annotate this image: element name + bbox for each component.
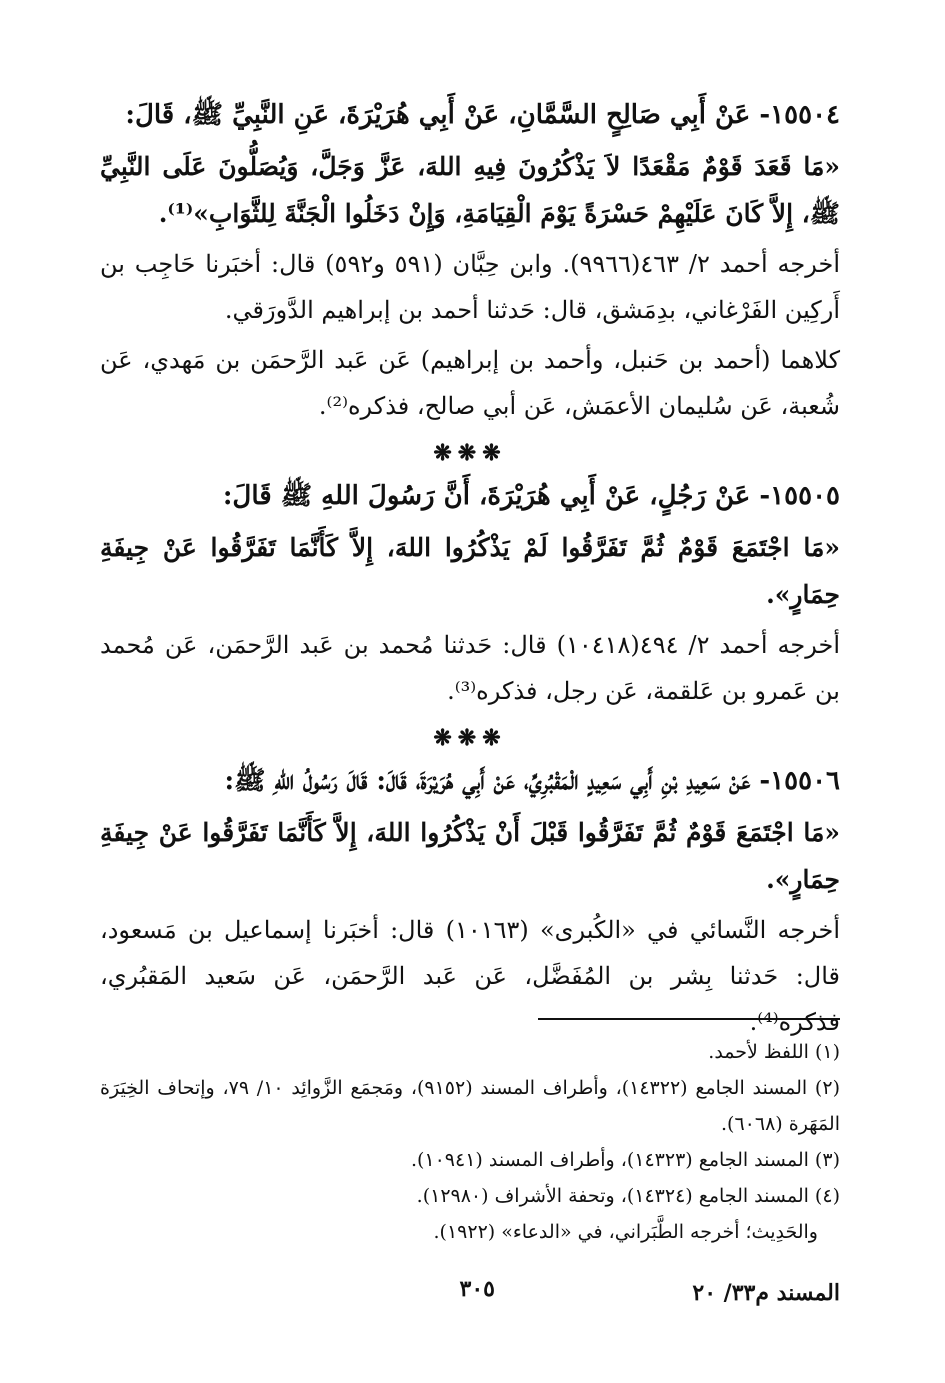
section-separator: ❋❋❋ xyxy=(433,725,507,751)
page-number: ٣٠٥ xyxy=(459,1276,495,1302)
hadith-15505-matn: «مَا اجْتَمَعَ قَوْمٌ ثُمَّ تَفَرَّقُوا لَمْ يَذْكُرُوا اللهَ، إِلاَّ كَأَنَّمَا تَفَرَّقُوا عَنْ جِيفَةِ حِمَارٍ». xyxy=(100,533,840,609)
hadith-15504-matn: «مَا قَعَدَ قَوْمٌ مَقْعَدًا لاَ يَذْكُرُونَ فِيهِ اللهَ، عَزَّ وَجَلَّ، وَيُصَلُّونَ عَلَى النَّبِيِّ ﷺ، إِلاَّ كَانَ عَلَيْهِمْ حَسْرَةً يَوْمَ الْقِيَامَةِ، وَإِنْ دَخَلُوا الْجَنَّةَ لِلثَّوَابِ»⁽¹⁾. xyxy=(100,152,840,228)
hadith-15505-header: ١٥٥٠٥- عَنْ رَجُلٍ، عَنْ أَبِي هُرَيْرَةَ، أَنَّ رَسُولَ اللهِ ﷺ قَالَ: xyxy=(222,481,840,511)
main-text xyxy=(100,92,840,1049)
volume-signature: المسند م٣٣/ ٢٠ xyxy=(692,1280,840,1306)
hadith-15506-header: ١٥٥٠٦- عَنْ سَعِيدِ بْنِ أَبِي سَعِيدٍ الْمَقْبُرِيِّ، عَنْ أَبِي هُرَيْرَةَ، قَالَ: قَالَ رَسُولُ اللهِ ﷺ: xyxy=(224,766,840,796)
footnotes xyxy=(100,1034,840,1250)
footnote-2: (٢) المسند الجامع (١٤٣٢٢)، وأطراف المسند (٩١٥٢)، ومَجمَع الزَّوائِد ١٠/ ٧٩، وإتحاف الخِيَرَة المَهَرة (٦٠٦٨). xyxy=(100,1077,840,1135)
footnote-4-continuation: والحَدِيث؛ أخرجه الطَّبَراني، في «الدعاء» (١٩٢٢). xyxy=(433,1221,818,1243)
hadith-15504-takhrij-1: أخرجه أحمد ٢/ ٤٦٣(٩٩٦٦). وابن حِبَّان (٥٩١ و٥٩٢) قال: أخبَرنا حَاجِب بن أَركِين الفَرْغاني، بدِمَشق، قال: حَدثنا أحمد بن إبراهيم الدَّورَقي. xyxy=(100,250,841,324)
hadith-15506-takhrij-1: أخرجه النَّسائي في «الكُبرى» (١٠١٦٣) قال: أخبَرنا إسماعيل بن مَسعود، قال: حَدثنا بِشر بن المُفَضَّل، عَن عَبد الرَّحمَن، عَن سَعيد المَقبُري، فذكره⁽⁴⁾. xyxy=(100,916,840,1036)
footnote-4: (٤) المسند الجامع (١٤٣٢٤)، وتحفة الأشراف (١٢٩٨٠). xyxy=(416,1185,840,1207)
footnote-3: (٣) المسند الجامع (١٤٣٢٣)، وأطراف المسند (١٠٩٤١). xyxy=(410,1149,840,1171)
hadith-15504-header: ١٥٥٠٤- عَنْ أَبِي صَالِحٍ السَّمَّانِ، عَنْ أَبِي هُرَيْرَةَ، عَنِ النَّبِيِّ ﷺ، قَالَ: xyxy=(125,100,840,130)
hadith-15505-takhrij-1: أخرجه أحمد ٢/ ٤٩٤(١٠٤١٨) قال: حَدثنا مُحمد بن عَبد الرَّحمَن، عَن مُحمد بن عَمرو بن عَلقمة، عَن رجل، فذكره⁽³⁾. xyxy=(100,631,841,705)
section-separator: ❋❋❋ xyxy=(433,440,507,466)
footnote-divider xyxy=(538,1018,840,1020)
hadith-15504-takhrij-2: كلاهما (أحمد بن حَنبل، وأحمد بن إبراهيم) عَن عَبد الرَّحمَن بن مَهدي، عَن شُعبة، عَن سُليمان الأعمَش، عَن أبي صالح، فذكره⁽²⁾. xyxy=(100,346,840,420)
hadith-15506-matn: «مَا اجْتَمَعَ قَوْمٌ ثُمَّ تَفَرَّقُوا قَبْلَ أَنْ يَذْكُرُوا اللهَ، إِلاَّ كَأَنَّمَا تَفَرَّقُوا عَنْ جِيفَةِ حِمَارٍ». xyxy=(100,818,840,894)
page-footer xyxy=(100,1276,840,1316)
footnote-1: (١) اللفظ لأحمد. xyxy=(708,1041,840,1063)
